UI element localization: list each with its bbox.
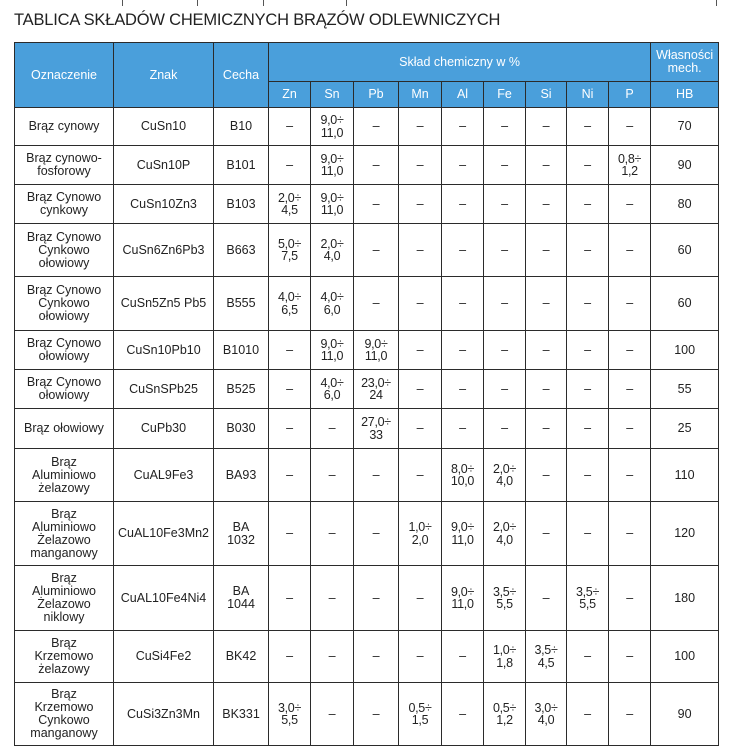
cell-p: – <box>609 277 651 331</box>
table-row <box>15 331 719 370</box>
table-row <box>15 502 719 566</box>
cell-fe: 1,0÷ 1,8 <box>484 631 526 683</box>
cell-oznaczenie: Brąz cynowy <box>15 108 114 146</box>
cell-ni: – <box>567 331 609 370</box>
cell-ni: – <box>567 146 609 185</box>
cell-cecha: B525 <box>214 370 269 409</box>
cell-hb: 120 <box>651 502 719 566</box>
cell-hb: 90 <box>651 683 719 746</box>
cell-mn: – <box>399 370 442 409</box>
cell-oznaczenie: Brąz Aluminiowo Żelazowo manganowy <box>15 502 114 566</box>
header-wlasnosci: Własności mech. <box>651 43 719 82</box>
cell-sn: – <box>311 409 354 449</box>
cell-mn: – <box>399 409 442 449</box>
cell-znak: CuSn5Zn5 Pb5 <box>114 277 214 331</box>
cell-zn: – <box>269 631 311 683</box>
cell-cecha: BA 1032 <box>214 502 269 566</box>
cell-znak: CuAL10Fe3Mn2 <box>114 502 214 566</box>
cell-mn: – <box>399 277 442 331</box>
cell-hb: 110 <box>651 449 719 502</box>
cell-fe: – <box>484 146 526 185</box>
cell-znak: CuAL9Fe3 <box>114 449 214 502</box>
cell-ni: – <box>567 277 609 331</box>
cell-hb: 60 <box>651 224 719 277</box>
page-title: TABLICA SKŁADÓW CHEMICZNYCH BRĄZÓW ODLEWNICZYCH <box>14 11 501 29</box>
cell-p: – <box>609 108 651 146</box>
cell-sn: 4,0÷ 6,0 <box>311 370 354 409</box>
cell-al: – <box>442 108 484 146</box>
cell-si: – <box>526 409 567 449</box>
cell-oznaczenie: Brąz Cynowo ołowiowy <box>15 370 114 409</box>
cell-si: – <box>526 566 567 631</box>
cell-pb: – <box>354 185 399 224</box>
header-sklad: Skład chemiczny w % <box>269 43 651 82</box>
cell-pb: – <box>354 224 399 277</box>
cell-cecha: B10 <box>214 108 269 146</box>
cell-ni: – <box>567 449 609 502</box>
cell-pb: – <box>354 631 399 683</box>
cell-ni: – <box>567 370 609 409</box>
cell-znak: CuSn10 <box>114 108 214 146</box>
cell-pb: – <box>354 502 399 566</box>
cell-fe: – <box>484 370 526 409</box>
divider <box>122 0 123 6</box>
cell-mn: – <box>399 146 442 185</box>
cell-cecha: BA 1044 <box>214 566 269 631</box>
cell-sn: – <box>311 449 354 502</box>
cell-oznaczenie: Brąz Aluminiowo Żelazowo niklowy <box>15 566 114 631</box>
top-strip <box>0 0 748 6</box>
cell-p: – <box>609 683 651 746</box>
cell-hb: 100 <box>651 331 719 370</box>
cell-si: 3,0÷ 4,0 <box>526 683 567 746</box>
cell-mn: 0,5÷ 1,5 <box>399 683 442 746</box>
cell-sn: – <box>311 566 354 631</box>
cell-si: – <box>526 502 567 566</box>
cell-al: – <box>442 331 484 370</box>
cell-sn: – <box>311 683 354 746</box>
table-row <box>15 683 719 746</box>
table-row <box>15 185 719 224</box>
cell-zn: – <box>269 370 311 409</box>
cell-si: 3,5÷ 4,5 <box>526 631 567 683</box>
cell-mn: – <box>399 449 442 502</box>
cell-znak: CuPb30 <box>114 409 214 449</box>
cell-oznaczenie: Brąz ołowiowy <box>15 409 114 449</box>
composition-table <box>14 42 719 746</box>
cell-mn: – <box>399 108 442 146</box>
cell-pb: – <box>354 146 399 185</box>
header-ni: Ni <box>567 82 609 108</box>
cell-ni: 3,5÷ 5,5 <box>567 566 609 631</box>
cell-fe: – <box>484 331 526 370</box>
cell-cecha: B101 <box>214 146 269 185</box>
cell-al: – <box>442 409 484 449</box>
cell-cecha: B1010 <box>214 331 269 370</box>
cell-cecha: BK331 <box>214 683 269 746</box>
cell-hb: 180 <box>651 566 719 631</box>
cell-oznaczenie: Brąz Cynowo Cynkowo ołowiowy <box>15 277 114 331</box>
header-p: P <box>609 82 651 108</box>
cell-mn: – <box>399 566 442 631</box>
cell-al: 9,0÷ 11,0 <box>442 566 484 631</box>
table-row <box>15 566 719 631</box>
cell-znak: CuSi4Fe2 <box>114 631 214 683</box>
cell-hb: 80 <box>651 185 719 224</box>
cell-p: 0,8÷ 1,2 <box>609 146 651 185</box>
cell-oznaczenie: Brąz Krzemowo Cynkowo manganowy <box>15 683 114 746</box>
table-row <box>15 108 719 146</box>
cell-al: – <box>442 185 484 224</box>
cell-mn: 1,0÷ 2,0 <box>399 502 442 566</box>
cell-fe: 2,0÷ 4,0 <box>484 502 526 566</box>
header-pb: Pb <box>354 82 399 108</box>
cell-zn: – <box>269 409 311 449</box>
cell-zn: – <box>269 108 311 146</box>
cell-sn: – <box>311 631 354 683</box>
cell-p: – <box>609 370 651 409</box>
cell-mn: – <box>399 185 442 224</box>
cell-zn: 5,0÷ 7,5 <box>269 224 311 277</box>
cell-si: – <box>526 331 567 370</box>
cell-hb: 70 <box>651 108 719 146</box>
cell-cecha: BA93 <box>214 449 269 502</box>
divider <box>197 0 198 6</box>
header-si: Si <box>526 82 567 108</box>
cell-p: – <box>609 566 651 631</box>
header-oznaczenie: Oznaczenie <box>15 43 114 108</box>
cell-cecha: BK42 <box>214 631 269 683</box>
cell-mn: – <box>399 224 442 277</box>
cell-p: – <box>609 502 651 566</box>
cell-si: – <box>526 108 567 146</box>
cell-oznaczenie: Brąz Aluminiowo żelazowy <box>15 449 114 502</box>
cell-znak: CuAL10Fe4Ni4 <box>114 566 214 631</box>
cell-sn: 9,0÷ 11,0 <box>311 146 354 185</box>
cell-ni: – <box>567 108 609 146</box>
cell-oznaczenie: Brąz Krzemowo żelazowy <box>15 631 114 683</box>
cell-fe: – <box>484 224 526 277</box>
cell-hb: 90 <box>651 146 719 185</box>
table-row <box>15 449 719 502</box>
cell-hb: 60 <box>651 277 719 331</box>
cell-oznaczenie: Brąz Cynowo cynkowy <box>15 185 114 224</box>
cell-ni: – <box>567 502 609 566</box>
cell-fe: – <box>484 277 526 331</box>
cell-p: – <box>609 331 651 370</box>
cell-ni: – <box>567 683 609 746</box>
cell-si: – <box>526 185 567 224</box>
cell-zn: – <box>269 566 311 631</box>
cell-ni: – <box>567 409 609 449</box>
cell-znak: CuSi3Zn3Mn <box>114 683 214 746</box>
cell-fe: 2,0÷ 4,0 <box>484 449 526 502</box>
cell-zn: 2,0÷ 4,5 <box>269 185 311 224</box>
cell-zn: 3,0÷ 5,5 <box>269 683 311 746</box>
cell-al: 9,0÷ 11,0 <box>442 502 484 566</box>
cell-al: – <box>442 631 484 683</box>
cell-znak: CuSnSPb25 <box>114 370 214 409</box>
cell-al: – <box>442 277 484 331</box>
cell-oznaczenie: Brąz Cynowo ołowiowy <box>15 331 114 370</box>
cell-p: – <box>609 185 651 224</box>
cell-zn: – <box>269 146 311 185</box>
cell-sn: – <box>311 502 354 566</box>
cell-sn: 9,0÷ 11,0 <box>311 185 354 224</box>
table-row <box>15 370 719 409</box>
cell-p: – <box>609 631 651 683</box>
cell-znak: CuSn10P <box>114 146 214 185</box>
cell-ni: – <box>567 224 609 277</box>
cell-zn: – <box>269 502 311 566</box>
cell-pb: 23,0÷ 24 <box>354 370 399 409</box>
cell-cecha: B555 <box>214 277 269 331</box>
cell-sn: 2,0÷ 4,0 <box>311 224 354 277</box>
cell-pb: – <box>354 449 399 502</box>
header-hb: HB <box>651 82 719 108</box>
cell-fe: – <box>484 185 526 224</box>
cell-zn: – <box>269 331 311 370</box>
table-row <box>15 409 719 449</box>
header-al: Al <box>442 82 484 108</box>
cell-pb: – <box>354 683 399 746</box>
cell-zn: – <box>269 449 311 502</box>
header-fe: Fe <box>484 82 526 108</box>
cell-pb: – <box>354 108 399 146</box>
divider <box>263 0 264 6</box>
cell-cecha: B030 <box>214 409 269 449</box>
cell-al: – <box>442 224 484 277</box>
cell-sn: 9,0÷ 11,0 <box>311 331 354 370</box>
cell-znak: CuSn10Pb10 <box>114 331 214 370</box>
cell-al: – <box>442 683 484 746</box>
cell-zn: 4,0÷ 6,5 <box>269 277 311 331</box>
cell-sn: 4,0÷ 6,0 <box>311 277 354 331</box>
cell-pb: 27,0÷ 33 <box>354 409 399 449</box>
table-row <box>15 277 719 331</box>
cell-hb: 100 <box>651 631 719 683</box>
header-znak: Znak <box>114 43 214 108</box>
header-cecha: Cecha <box>214 43 269 108</box>
cell-sn: 9,0÷ 11,0 <box>311 108 354 146</box>
cell-znak: CuSn6Zn6Pb3 <box>114 224 214 277</box>
cell-cecha: B103 <box>214 185 269 224</box>
cell-p: – <box>609 224 651 277</box>
cell-oznaczenie: Brąz Cynowo Cynkowo ołowiowy <box>15 224 114 277</box>
cell-mn: – <box>399 631 442 683</box>
cell-p: – <box>609 449 651 502</box>
cell-si: – <box>526 370 567 409</box>
divider <box>716 0 717 6</box>
table-row <box>15 631 719 683</box>
cell-al: – <box>442 146 484 185</box>
cell-pb: – <box>354 277 399 331</box>
cell-p: – <box>609 409 651 449</box>
cell-hb: 55 <box>651 370 719 409</box>
cell-fe: 3,5÷ 5,5 <box>484 566 526 631</box>
cell-si: – <box>526 224 567 277</box>
cell-ni: – <box>567 185 609 224</box>
header-zn: Zn <box>269 82 311 108</box>
cell-si: – <box>526 277 567 331</box>
cell-mn: – <box>399 331 442 370</box>
table-row <box>15 224 719 277</box>
cell-ni: – <box>567 631 609 683</box>
cell-fe: 0,5÷ 1,2 <box>484 683 526 746</box>
cell-al: – <box>442 370 484 409</box>
cell-fe: – <box>484 108 526 146</box>
cell-pb: – <box>354 566 399 631</box>
cell-cecha: B663 <box>214 224 269 277</box>
cell-oznaczenie: Brąz cynowo- fosforowy <box>15 146 114 185</box>
cell-hb: 25 <box>651 409 719 449</box>
table-row <box>15 146 719 185</box>
divider <box>346 0 347 6</box>
header-sn: Sn <box>311 82 354 108</box>
cell-pb: 9,0÷ 11,0 <box>354 331 399 370</box>
cell-al: 8,0÷ 10,0 <box>442 449 484 502</box>
cell-si: – <box>526 449 567 502</box>
cell-si: – <box>526 146 567 185</box>
cell-fe: – <box>484 409 526 449</box>
header-mn: Mn <box>399 82 442 108</box>
cell-znak: CuSn10Zn3 <box>114 185 214 224</box>
